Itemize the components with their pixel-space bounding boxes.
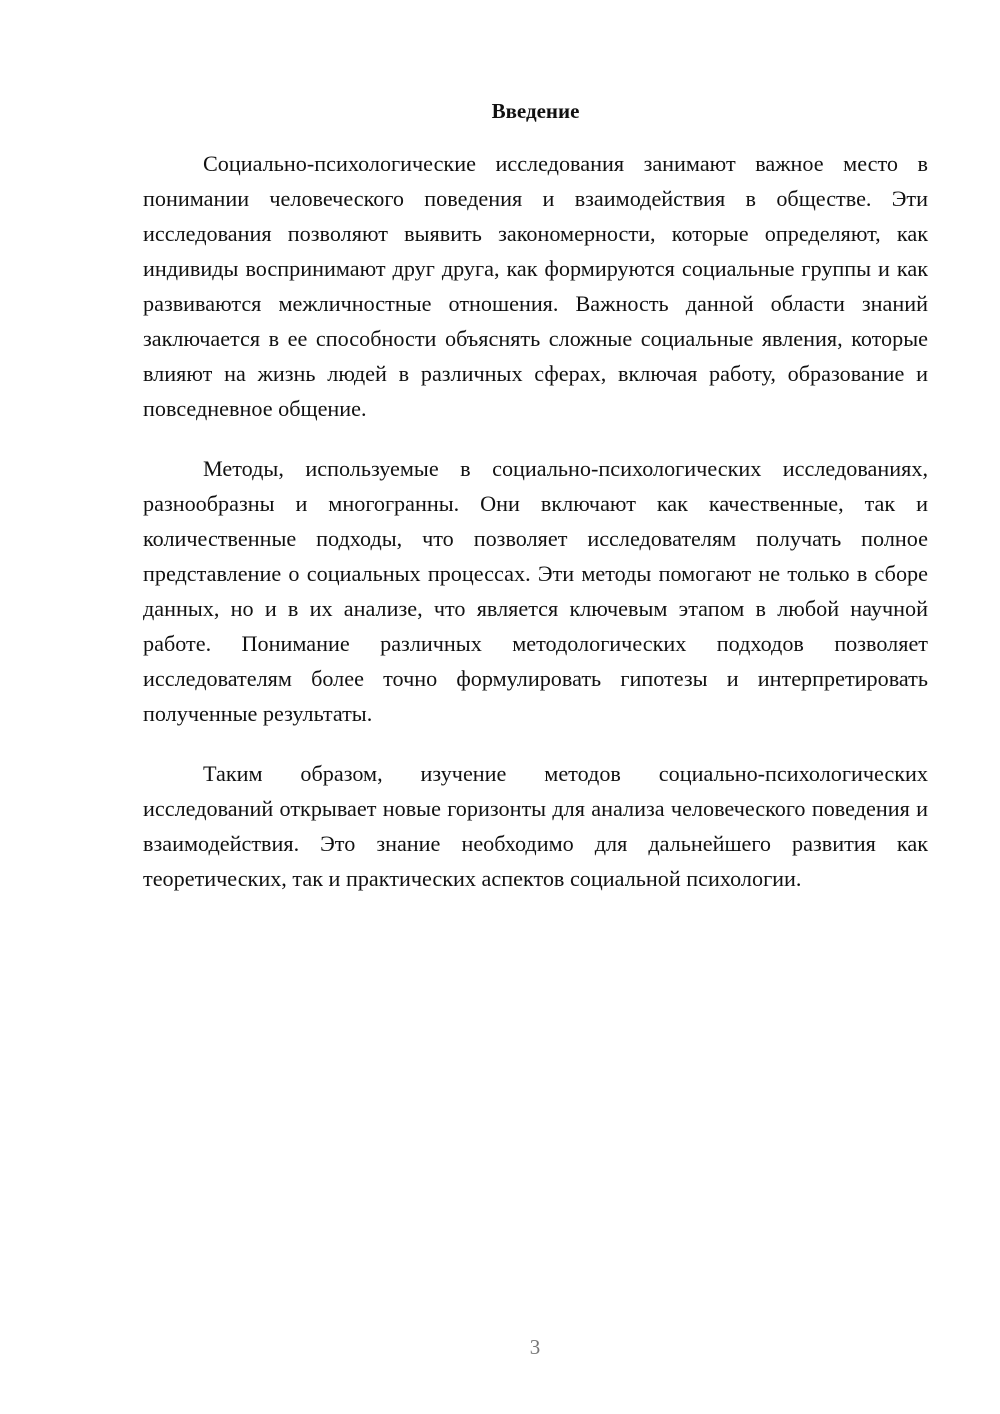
- page-title: Введение: [491, 99, 580, 123]
- intro-paragraph-1: Социально-психологические исследования занимают важное место в понимании человеческого поведения и взаимодействия в обществе. Эти исследования позволяют выявить закономерности, которые определяют, как индивиды воспринимают друг друга, как формируются социальные группы и как развиваются межличностные отношения. Важность данной области знаний заключается в ее способности объяснять сложные социальные явления, которые влияют на жизнь людей в различных сферах, включая работу, образование и повседневное общение.: [143, 151, 928, 421]
- intro-paragraph-2: Методы, используемые в социально-психологических исследованиях, разнообразны и многогранны. Они включают как качественные, так и количественные подходы, что позволяет исследователям получать полное представление о социальных процессах. Эти методы помогают не только в сборе данных, но и в их анализе, что является ключевым этапом в любой научной работе. Понимание различных методологических подходов позволяет исследователям более точно формулировать гипотезы и интерпретировать полученные результаты.: [143, 456, 928, 726]
- intro-paragraph-3: Таким образом, изучение методов социально-психологических исследований открывает новые горизонты для анализа человеческого поведения и взаимодействия. Это знание необходимо для дальнейшего развития как теоретических, так и практических аспектов социальной психологии.: [143, 761, 928, 891]
- document-body: [143, 96, 928, 896]
- page-number: 3: [529, 1335, 541, 1359]
